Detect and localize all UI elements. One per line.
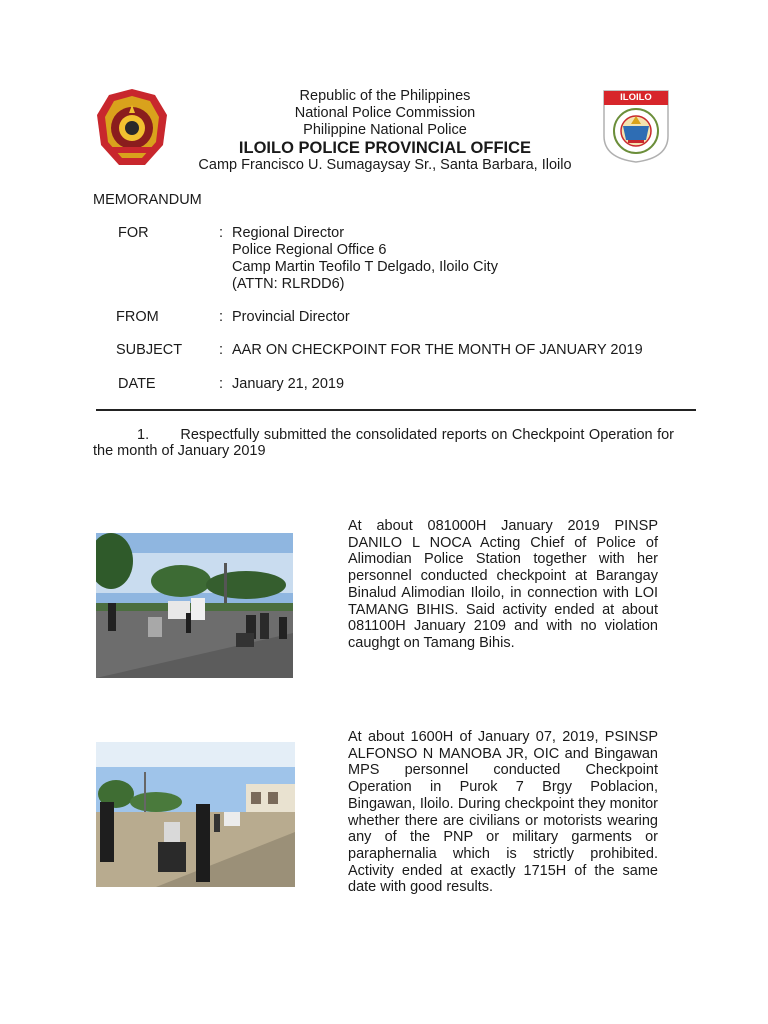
napolcom-line: National Police Commission xyxy=(294,105,476,121)
date-value: January 21, 2019 xyxy=(232,376,345,392)
for-line-3: Camp Martin Teofilo T Delgado, Iloilo City xyxy=(232,259,498,275)
from-colon: : xyxy=(219,309,224,325)
for-line-1: Regional Director xyxy=(232,225,345,241)
for-line-4: (ATTN: RLRDD6) xyxy=(232,276,345,292)
date-label: DATE xyxy=(118,376,156,392)
from-label: FROM xyxy=(116,309,159,325)
memo-type: MEMORANDUM xyxy=(93,192,202,208)
date-colon: : xyxy=(219,376,224,392)
pnp-line: Philippine National Police xyxy=(303,122,467,138)
for-colon: : xyxy=(219,225,224,241)
checkpoint-photo-1 xyxy=(96,533,293,678)
subject-value: AAR ON CHECKPOINT FOR THE MONTH OF JANUARY 2019 xyxy=(232,342,643,358)
checkpoint-photo-2 xyxy=(96,742,295,887)
badge-banner-text: ILOILO xyxy=(620,92,652,103)
subject-label: SUBJECT xyxy=(116,342,183,358)
office-address: Camp Francisco U. Sumagaysay Sr., Santa Barbara, Iloilo xyxy=(198,157,572,173)
entry-2-text: At about 1600H of January 07, 2019, PSINSP ALFONSO N MANOBA JR, OIC and Bingawan MPS personnel conducted Checkpoint Operation in Purok 7 Brgy Poblacion, Bingawan, Iloilo. During checkpoint they monitor whether there are civilians or motorists wearing any of the PNP or military garments or paraphernalia which is strictly prohibited. Activity ended at exactly 1715H of the same date with good results. xyxy=(348,729,658,896)
republic-line: Republic of the Philippines xyxy=(299,88,471,104)
for-line-2: Police Regional Office 6 xyxy=(232,242,387,258)
iloilo-ppo-badge-icon xyxy=(601,88,671,164)
office-title: ILOILO POLICE PROVINCIAL OFFICE xyxy=(238,139,532,157)
paragraph-1: 1. Respectfully submitted the consolidated reports on Checkpoint Operation for the month of January 2019 xyxy=(93,427,674,459)
from-value: Provincial Director xyxy=(232,309,350,325)
subject-colon: : xyxy=(219,342,224,358)
pnp-seal-icon xyxy=(95,87,169,169)
for-label: FOR xyxy=(118,225,149,241)
header-divider xyxy=(96,409,696,411)
entry-1-text: At about 081000H January 2019 PINSP DANILO L NOCA Acting Chief of Police of Alimodian Police Station together with her personnel conducted checkpoint at Barangay Binalud Alimodian Iloilo, in connection with LOI TAMANG BIHIS. Said activity ended at about 081100H January 2109 and with no violation caughgt on Tamang Bihis. xyxy=(348,518,658,651)
